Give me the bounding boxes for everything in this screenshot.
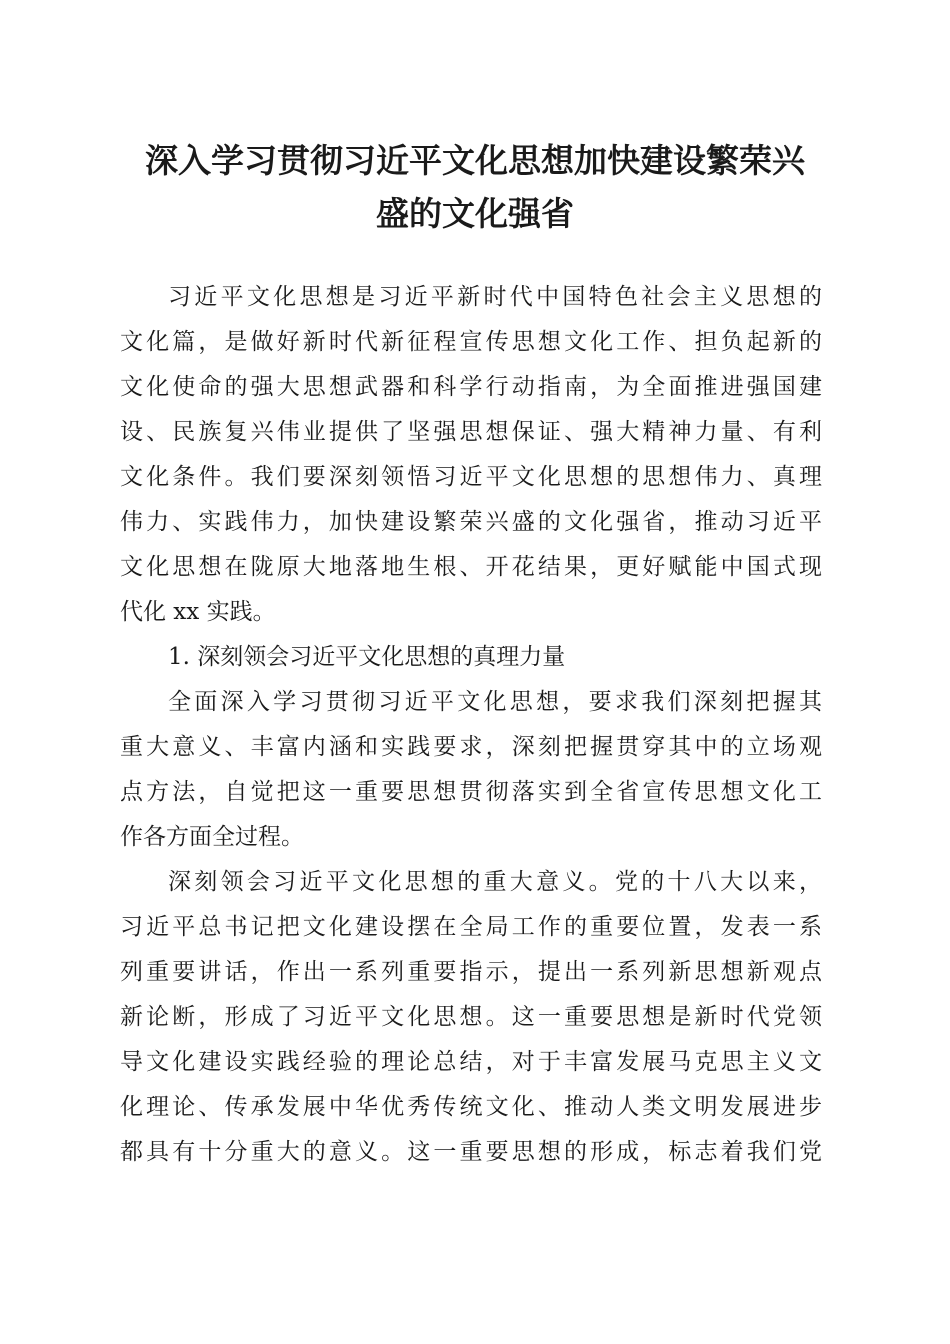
title-line-1: 深入学习贯彻习近平文化思想加快建设繁荣兴 bbox=[145, 141, 805, 180]
paragraph-line: 化理论、传承发展中华优秀传统文化、推动人类文明发展进步 bbox=[120, 1094, 822, 1120]
document-body bbox=[120, 275, 822, 1175]
section-heading: 1. 深刻领会习近平文化思想的真理力量 bbox=[168, 644, 566, 670]
paragraph-line: 重大意义、丰富内涵和实践要求，深刻把握贯穿其中的立场观 bbox=[120, 734, 822, 760]
paragraph-line: 新论断，形成了习近平文化思想。这一重要思想是新时代党领 bbox=[120, 1004, 822, 1030]
paragraph-line: 全面深入学习贯彻习近平文化思想，要求我们深刻把握其 bbox=[168, 689, 822, 715]
document-title bbox=[115, 134, 835, 240]
paragraph-line: 导文化建设实践经验的理论总结，对于丰富发展马克思主义文 bbox=[120, 1049, 822, 1075]
paragraph-line: 代化 xx 实践。 bbox=[120, 599, 276, 625]
paragraph-line: 文化条件。我们要深刻领悟习近平文化思想的思想伟力、真理 bbox=[120, 464, 822, 490]
paragraph-line: 设、民族复兴伟业提供了坚强思想保证、强大精神力量、有利 bbox=[120, 419, 822, 445]
paragraph-line: 作各方面全过程。 bbox=[120, 824, 304, 850]
paragraph-line: 点方法，自觉把这一重要思想贯彻落实到全省宣传思想文化工 bbox=[120, 779, 822, 805]
paragraph-line: 习近平文化思想是习近平新时代中国特色社会主义思想的 bbox=[168, 284, 822, 310]
title-line-2: 盛的文化强省 bbox=[376, 194, 574, 233]
paragraph-line: 伟力、实践伟力，加快建设繁荣兴盛的文化强省，推动习近平 bbox=[120, 509, 822, 535]
paragraph-line: 文化使命的强大思想武器和科学行动指南，为全面推进强国建 bbox=[120, 374, 822, 400]
paragraph-line: 深刻领会习近平文化思想的重大意义。党的十八大以来， bbox=[168, 869, 822, 895]
paragraph-line: 都具有十分重大的意义。这一重要思想的形成，标志着我们党 bbox=[120, 1139, 822, 1165]
paragraph-line: 文化思想在陇原大地落地生根、开花结果，更好赋能中国式现 bbox=[120, 554, 822, 580]
paragraph-line: 习近平总书记把文化建设摆在全局工作的重要位置，发表一系 bbox=[120, 914, 822, 940]
paragraph-line: 列重要讲话，作出一系列重要指示，提出一系列新思想新观点 bbox=[120, 959, 822, 985]
paragraph-line: 文化篇，是做好新时代新征程宣传思想文化工作、担负起新的 bbox=[120, 329, 822, 355]
